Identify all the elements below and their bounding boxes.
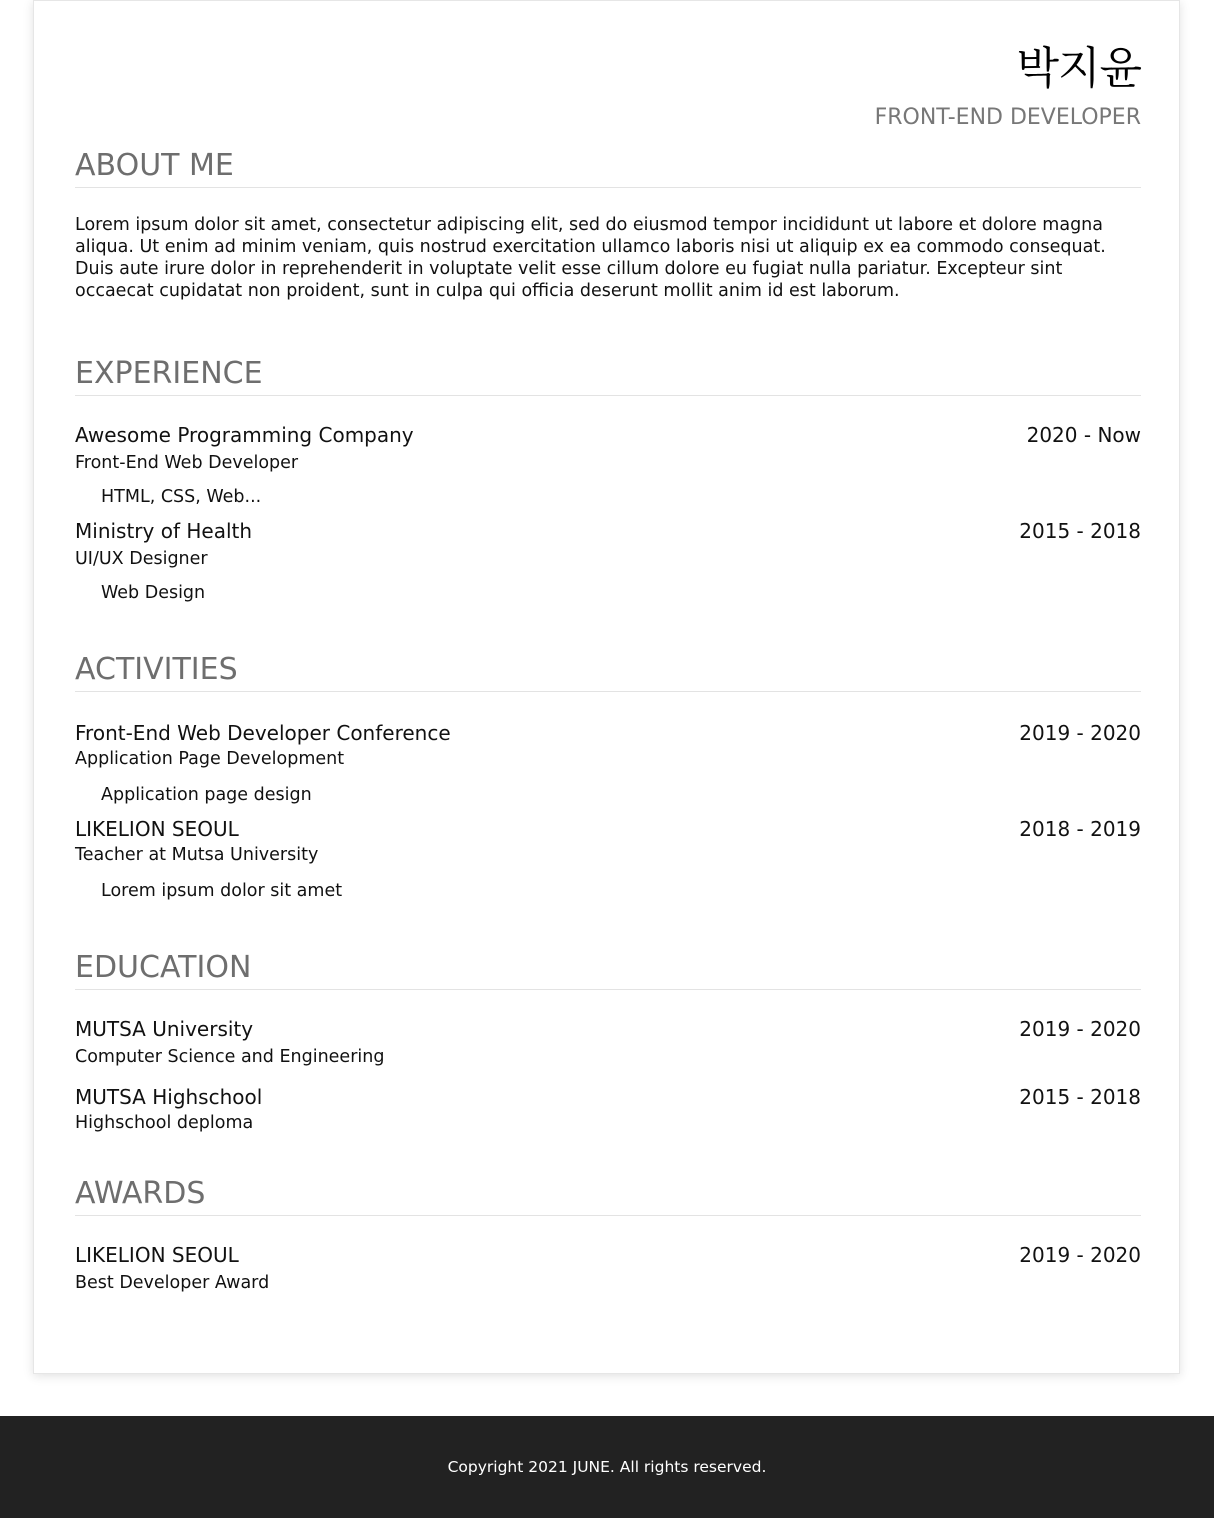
section-title-awards: AWARDS xyxy=(75,1175,1141,1216)
entry-date: 2015 - 2018 xyxy=(1019,519,1141,543)
experience-section xyxy=(75,355,1141,605)
experience-entry xyxy=(75,517,1141,605)
activity-entry xyxy=(75,815,1141,903)
entry-date: 2015 - 2018 xyxy=(1019,1085,1141,1109)
entry-title: Awesome Programming Company xyxy=(75,423,414,447)
entry-detail: HTML, CSS, Web... xyxy=(101,487,262,507)
entry-subtitle: Best Developer Award xyxy=(75,1273,270,1293)
entry-date: 2020 - Now xyxy=(1026,423,1141,447)
entry-title: MUTSA University xyxy=(75,1017,254,1041)
entry-subtitle: Computer Science and Engineering xyxy=(75,1047,385,1067)
person-role: FRONT-END DEVELOPER xyxy=(874,105,1141,130)
entry-title: Front-End Web Developer Conference xyxy=(75,721,451,745)
section-title-activities: ACTIVITIES xyxy=(75,651,1141,692)
section-title-about: ABOUT ME xyxy=(75,147,1141,188)
about-section xyxy=(75,147,1141,302)
entry-date: 2018 - 2019 xyxy=(1019,817,1141,841)
page-footer xyxy=(0,1416,1214,1518)
resume-header xyxy=(75,1,1141,133)
entry-date: 2019 - 2020 xyxy=(1019,1243,1141,1267)
entry-title: LIKELION SEOUL xyxy=(75,1243,239,1267)
resume-page xyxy=(33,0,1180,1374)
entry-title: Ministry of Health xyxy=(75,519,253,543)
experience-entry xyxy=(75,421,1141,509)
activity-entry xyxy=(75,719,1141,807)
about-text: Lorem ipsum dolor sit amet, consectetur adipiscing elit, sed do eiusmod tempor incididunt ut labore et dolore magna aliqua. Ut enim ad minim veniam, quis nostrud exercitation ullamco laboris nisi ut aliquip ex ea commodo consequat. Duis aute irure dolor in reprehenderit in voluptate velit esse cillum dolore eu fugiat nulla pariatur. Excepteur sint occaecat cupidatat non proident, sunt in culpa qui officia deserunt mollit anim id est laborum. xyxy=(75,215,1106,301)
section-title-experience: EXPERIENCE xyxy=(75,355,1141,396)
awards-section xyxy=(75,1175,1141,1295)
entry-detail: Web Design xyxy=(101,583,206,603)
entry-subtitle: Front-End Web Developer xyxy=(75,453,299,473)
section-title-education: EDUCATION xyxy=(75,949,1141,990)
education-section xyxy=(75,949,1141,1135)
activities-section xyxy=(75,651,1141,903)
entry-date: 2019 - 2020 xyxy=(1019,1017,1141,1041)
entry-date: 2019 - 2020 xyxy=(1019,721,1141,745)
entry-subtitle: Application Page Development xyxy=(75,749,345,769)
entry-detail: Lorem ipsum dolor sit amet xyxy=(101,881,343,901)
award-entry xyxy=(75,1241,1141,1295)
entry-detail: Application page design xyxy=(101,785,312,805)
education-entry xyxy=(75,1083,1141,1135)
resume-content xyxy=(75,1,1141,1293)
footer-copyright: Copyright 2021 JUNE. All rights reserved. xyxy=(447,1458,767,1476)
education-entry xyxy=(75,1015,1141,1069)
entry-title: LIKELION SEOUL xyxy=(75,817,239,841)
entry-subtitle: UI/UX Designer xyxy=(75,549,208,569)
entry-subtitle: Highschool deploma xyxy=(75,1113,254,1133)
entry-title: MUTSA Highschool xyxy=(75,1085,263,1109)
entry-subtitle: Teacher at Mutsa University xyxy=(75,845,319,865)
person-name: 박지윤 xyxy=(1016,43,1141,94)
